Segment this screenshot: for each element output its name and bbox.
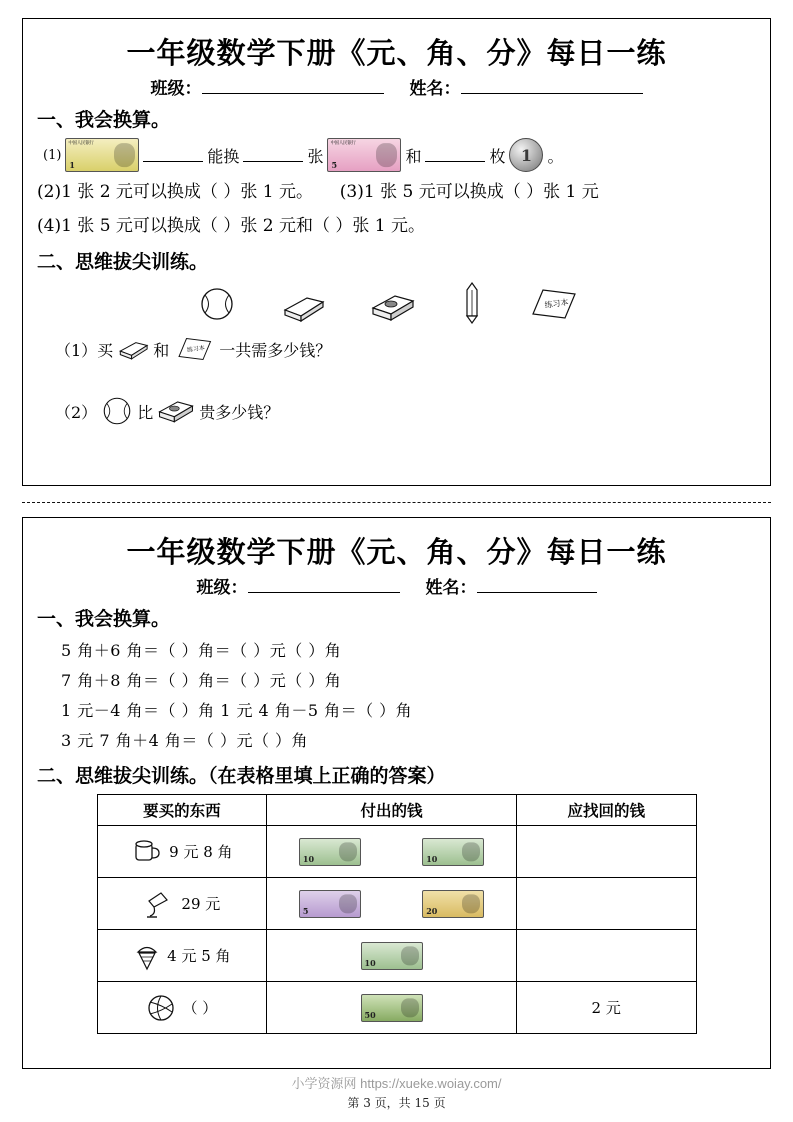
cell-item: [97, 878, 267, 930]
section-1-heading: 一、我会换算。: [37, 109, 171, 131]
cell-item: [97, 982, 267, 1034]
eraser-icon-small: [116, 337, 150, 361]
table-row: [97, 826, 696, 878]
coin-1-yuan: [509, 138, 543, 172]
item-price: 9 元 8 角: [169, 843, 233, 861]
watermark-text: 小学资源网 https://xueke.woiay.com/: [291, 1076, 502, 1091]
equation-row: 5 角＋6 角＝（ ）角＝（ ）元（ ）角: [61, 641, 342, 660]
svg-text:练习本: 练习本: [186, 344, 206, 354]
pencil-icon: [459, 280, 485, 324]
name-field-1: 姓名：: [410, 74, 643, 99]
banknote-10-yuan: 10: [361, 942, 423, 970]
column-header-paid: 付出的钱: [267, 795, 517, 826]
question-2: (2)1 张 2 元可以换成（ ）张 1 元。: [37, 182, 313, 202]
portrait-shape: [114, 143, 136, 167]
section-2-heading: 二、思维拔尖训练。: [37, 251, 209, 273]
portrait-shape: [339, 842, 357, 861]
class-blank-1[interactable]: [202, 79, 384, 94]
student-info-row-1: [37, 74, 756, 99]
cell-item: [97, 930, 267, 982]
class-field-1: 班级：: [151, 74, 384, 99]
pencil-sharpener-icon: [369, 290, 417, 324]
training-question-1: （1）买 和 练习本 一共需多少钱？: [55, 334, 756, 364]
banknote-50-yuan: 50: [361, 994, 423, 1022]
name-field-2: 姓名：: [426, 573, 597, 598]
class-blank-2[interactable]: [248, 578, 400, 593]
table-header-row: [97, 795, 696, 826]
question-1-row: (1) 中国人民银行 1 能换 张 中国人民银行 5 和 枚 1 。: [43, 138, 756, 172]
name-blank-1[interactable]: [461, 79, 643, 94]
portrait-shape: [462, 894, 480, 913]
icecream-icon: [133, 941, 161, 971]
table-row: [97, 982, 696, 1034]
portrait-shape: [339, 894, 357, 913]
q1-blank-2[interactable]: [243, 148, 303, 162]
cut-line-divider: [22, 502, 771, 503]
column-header-change: 应找回的钱: [516, 795, 696, 826]
page-title-2: 一年级数学下册《元、角、分》每日一练: [126, 535, 667, 569]
portrait-shape: [401, 998, 419, 1017]
banknote-10-yuan: 10: [299, 838, 361, 866]
training-question-2: （2） 比 贵多少钱？: [55, 394, 756, 428]
cup-icon: [131, 837, 163, 867]
banknote-5-yuan: 5: [299, 890, 361, 918]
cell-change[interactable]: 2 元: [516, 982, 696, 1034]
eraser-icon: [279, 290, 327, 324]
column-header-item: 要买的东西: [97, 795, 267, 826]
lamp-icon: [143, 889, 175, 919]
pencil-sharpener-icon-small: [156, 397, 196, 425]
cell-paid: [267, 930, 517, 982]
portrait-shape: [401, 946, 419, 965]
equation-row: 1 元－4 角＝（ ）角 1 元 4 角－5 角＝（ ）角: [61, 701, 413, 720]
cell-paid: [267, 878, 517, 930]
item-icons-row: [37, 280, 756, 324]
q1-blank-1[interactable]: [143, 148, 203, 162]
cell-change[interactable]: [516, 878, 696, 930]
worksheet-card-2: [22, 517, 771, 1069]
equation-row: 3 元 7 角＋4 角＝（ ）元（ ）角: [61, 731, 309, 750]
worksheet-card-1: [22, 18, 771, 486]
item-price: 29 元: [181, 895, 221, 913]
baseball-icon-small: [100, 394, 134, 428]
cell-paid: [267, 826, 517, 878]
cell-paid: [267, 982, 517, 1034]
exercise-book-icon-small: [172, 334, 216, 364]
table-row: [97, 930, 696, 982]
q1-blank-3[interactable]: [425, 148, 485, 162]
cell-change[interactable]: [516, 930, 696, 982]
banknote-5-jiao: 中国人民银行 5: [327, 138, 401, 172]
item-price[interactable]: （ ）: [182, 999, 218, 1017]
section-1-heading-2: 一、我会换算。: [37, 608, 171, 630]
equation-row: 7 角＋8 角＝（ ）角＝（ ）元（ ）角: [61, 671, 342, 690]
question-4: (4)1 张 5 元可以换成（ ）张 2 元和（ ）张 1 元。: [37, 215, 425, 236]
table-row: [97, 878, 696, 930]
svg-text:练习本: 练习本: [543, 297, 569, 310]
class-field-2: 班级：: [197, 573, 400, 598]
question-2-3-row: [37, 180, 756, 206]
item-price: 4 元 5 角: [167, 947, 231, 965]
banknote-1-yuan: 中国人民银行 1: [65, 138, 139, 172]
cell-change[interactable]: [516, 826, 696, 878]
baseball-icon: [197, 284, 237, 324]
volleyball-icon: [146, 993, 176, 1023]
cell-item: [97, 826, 267, 878]
section-2-heading-2: 二、思维拔尖训练。（在表格里填上正确的答案）: [37, 765, 446, 787]
page-title-1: 一年级数学下册《元、角、分》每日一练: [126, 36, 667, 70]
banknote-20-yuan: 20: [422, 890, 484, 918]
banknote-10-yuan: 10: [422, 838, 484, 866]
exercise-book-icon: [527, 284, 579, 324]
name-blank-2[interactable]: [477, 578, 597, 593]
portrait-shape: [376, 143, 398, 167]
question-1-index: (1): [43, 147, 62, 163]
page-number: 第 3 页，共 15 页: [347, 1096, 446, 1110]
shopping-table: [97, 794, 697, 1034]
student-info-row-2: [37, 573, 756, 598]
portrait-shape: [462, 842, 480, 861]
question-3: (3)1 张 5 元可以换成（ ）张 1 元: [339, 182, 599, 202]
